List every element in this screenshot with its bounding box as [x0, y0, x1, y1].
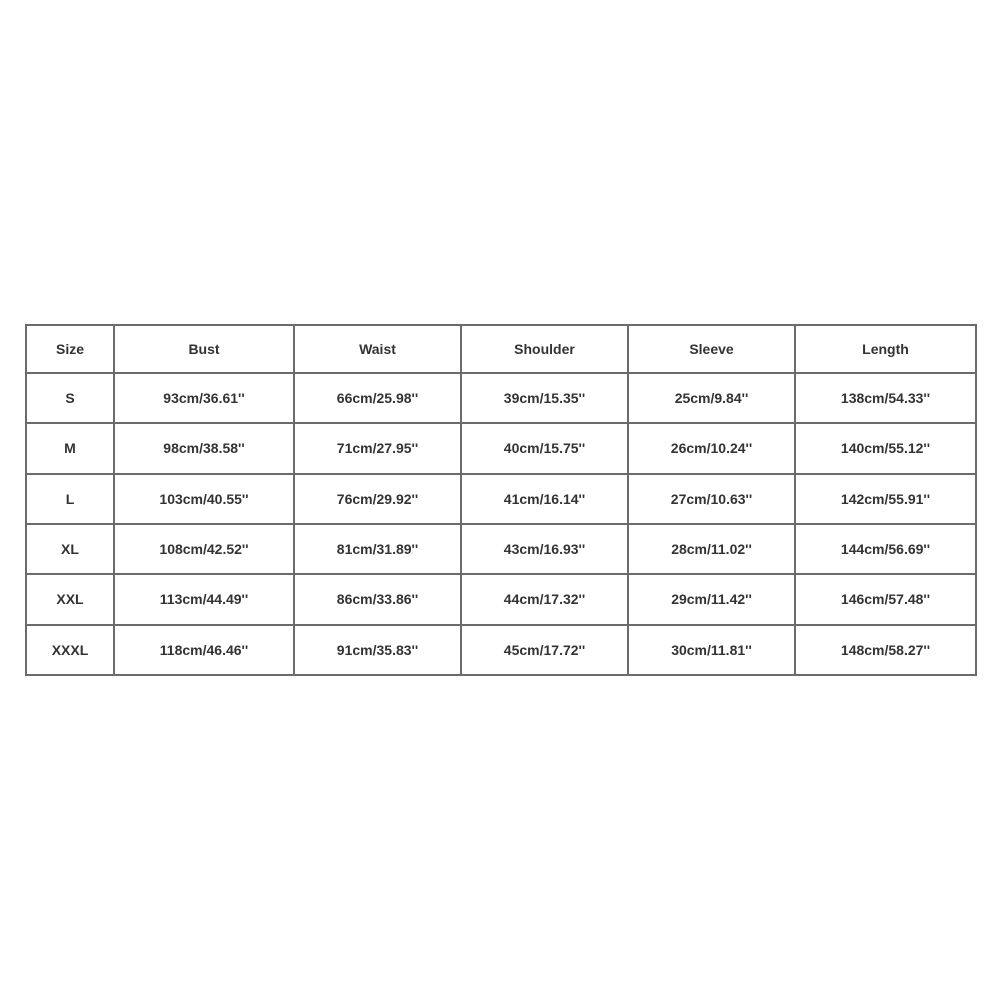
table-row [26, 373, 976, 423]
header-shoulder: Shoulder [461, 325, 628, 373]
cell-waist: 81cm/31.89'' [294, 524, 461, 574]
cell-length: 140cm/55.12'' [795, 423, 976, 473]
cell-sleeve: 26cm/10.24'' [628, 423, 795, 473]
cell-sleeve: 27cm/10.63'' [628, 474, 795, 524]
cell-shoulder: 45cm/17.72'' [461, 625, 628, 675]
table-row [26, 423, 976, 473]
cell-sleeve: 25cm/9.84'' [628, 373, 795, 423]
cell-length: 146cm/57.48'' [795, 574, 976, 624]
cell-shoulder: 39cm/15.35'' [461, 373, 628, 423]
cell-bust: 108cm/42.52'' [114, 524, 294, 574]
table-row [26, 574, 976, 624]
cell-length: 138cm/54.33'' [795, 373, 976, 423]
table-row [26, 524, 976, 574]
cell-waist: 71cm/27.95'' [294, 423, 461, 473]
cell-shoulder: 41cm/16.14'' [461, 474, 628, 524]
cell-waist: 91cm/35.83'' [294, 625, 461, 675]
header-waist: Waist [294, 325, 461, 373]
header-sleeve: Sleeve [628, 325, 795, 373]
cell-bust: 118cm/46.46'' [114, 625, 294, 675]
cell-sleeve: 30cm/11.81'' [628, 625, 795, 675]
cell-length: 142cm/55.91'' [795, 474, 976, 524]
cell-size: XL [26, 524, 114, 574]
cell-size: L [26, 474, 114, 524]
header-bust: Bust [114, 325, 294, 373]
cell-bust: 103cm/40.55'' [114, 474, 294, 524]
cell-bust: 93cm/36.61'' [114, 373, 294, 423]
cell-length: 148cm/58.27'' [795, 625, 976, 675]
header-length: Length [795, 325, 976, 373]
cell-waist: 76cm/29.92'' [294, 474, 461, 524]
cell-sleeve: 28cm/11.02'' [628, 524, 795, 574]
header-row [26, 325, 976, 373]
table-row [26, 625, 976, 675]
size-chart-table [25, 324, 977, 676]
cell-size: S [26, 373, 114, 423]
cell-size: XXXL [26, 625, 114, 675]
cell-bust: 113cm/44.49'' [114, 574, 294, 624]
cell-shoulder: 40cm/15.75'' [461, 423, 628, 473]
cell-shoulder: 43cm/16.93'' [461, 524, 628, 574]
cell-shoulder: 44cm/17.32'' [461, 574, 628, 624]
cell-size: M [26, 423, 114, 473]
table-row [26, 474, 976, 524]
cell-size: XXL [26, 574, 114, 624]
header-size: Size [26, 325, 114, 373]
cell-length: 144cm/56.69'' [795, 524, 976, 574]
cell-sleeve: 29cm/11.42'' [628, 574, 795, 624]
cell-waist: 66cm/25.98'' [294, 373, 461, 423]
cell-waist: 86cm/33.86'' [294, 574, 461, 624]
cell-bust: 98cm/38.58'' [114, 423, 294, 473]
